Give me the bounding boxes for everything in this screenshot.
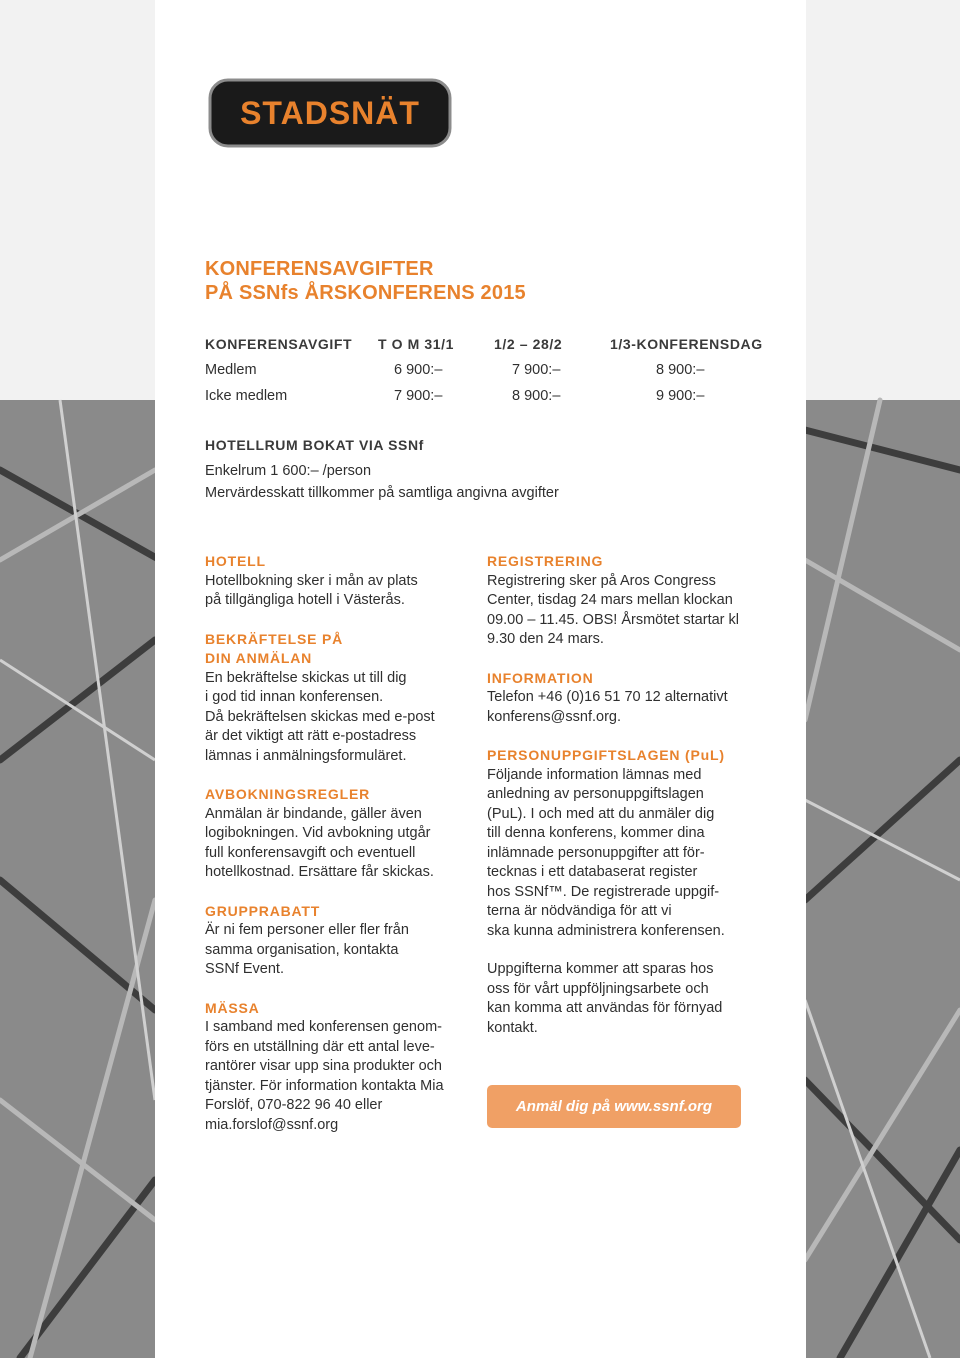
section-heading-grupprabatt: GRUPPRABATT (205, 902, 321, 919)
fees-header-label: KONFERENSAVGIFT (205, 336, 353, 352)
fee-cell: 8 900:– (656, 362, 705, 378)
fee-cell: 6 900:– (394, 362, 443, 378)
fee-row-label: Medlem (205, 362, 257, 378)
section-body-information: Telefon +46 (0)16 51 70 12 alternativt konferens@ssnf.org. (487, 689, 728, 725)
section-heading-bekraftelse: BEKRÄFTELSE PÅ DIN ANMÄLAN (205, 630, 343, 666)
section-body-bekraftelse: En bekräftelse skickas ut till dig i god tid innan konferensen. Då bekräftelsen skickas med e-post är det viktigt att rätt e-postadress lämnas i anmälningsformuläret. (205, 669, 435, 764)
hotel-room-heading: HOTELLRUM BOKAT VIA SSNf (205, 437, 424, 453)
section-heading-avbokning: AVBOKNINGSREGLER (205, 786, 370, 802)
left-column (205, 552, 470, 1135)
logo-text: STADSNÄT (240, 95, 420, 131)
fees-header-period-2: 1/2 – 28/2 (494, 336, 563, 352)
page-title (205, 257, 526, 305)
section-heading-massa: MÄSSA (205, 999, 260, 1016)
fee-cell: 7 900:– (394, 388, 443, 404)
section-heading-pul: PERSONUPPGIFTSLAGEN (PuL) (487, 747, 725, 763)
hotel-room-price: Enkelrum 1 600:– /person (205, 463, 372, 479)
fees-header-period-1: T O M 31/1 (378, 336, 455, 352)
title-line-2: PÅ SSNfs ÅRSKONFERENS 2015 (205, 282, 526, 304)
section-body-pul: Följande information lämnas med anledning av personuppgiftslagen (PuL). I och med att du anmäler dig till denna konferens, kommer dina inlämnade personuppgifter att för- tecknas i ett databaserat register hos SSNf™. De registrerade uppgif- terna är nödvändiga för att vi ska kunna administrera konferensen. (487, 766, 725, 939)
fee-cell: 7 900:– (512, 362, 561, 378)
section-body-grupprabatt: Är ni fem personer eller fler från samma organisation, kontakta SSNf Event. (205, 922, 409, 977)
section-body-storage: Uppgifterna kommer att sparas hos oss för vårt uppföljningsarbete och kan komma att användas för förnyad kontakt. (487, 961, 723, 1036)
register-button[interactable]: Anmäl dig på www.ssnf.org (487, 1085, 741, 1128)
stadsnat-logo (208, 78, 452, 150)
section-body-avbokning: Anmälan är bindande, gäller även logibokningen. Vid avbokning utgår full konferensavgift och eventuell hotellkostnad. Ersättare får skickas. (205, 805, 434, 880)
fee-cell: 9 900:– (656, 388, 705, 404)
vat-note: Mervärdesskatt tillkommer på samtliga angivna avgifter (205, 485, 559, 501)
fee-row-label: Icke medlem (205, 388, 288, 404)
fees-header-period-3: 1/3-KONFERENSDAG (610, 336, 763, 352)
section-heading-registrering: REGISTRERING (487, 553, 604, 569)
section-body-registrering: Registrering sker på Aros Congress Center, tisdag 24 mars mellan klockan 09.00 – 11.45. OBS! Årsmötet startar kl 9.30 den 24 mars. (487, 572, 739, 647)
section-heading-information: INFORMATION (487, 669, 594, 686)
fee-cell: 8 900:– (512, 388, 561, 404)
right-column (487, 552, 767, 1038)
section-body-massa: I samband med konferensen genom- förs en utställning där ett antal leve- rantörer visar upp sina produkter och tjänster. För information kontakta Mia Forslöf, 070-822 96 40 eller mia.forslof@ssnf.org (205, 1019, 444, 1133)
section-heading-hotell: HOTELL (205, 553, 266, 569)
section-body-hotell: Hotellbokning sker i mån av plats på tillgängliga hotell i Västerås. (205, 572, 418, 608)
title-line-1: KONFERENSAVGIFTER (205, 258, 434, 280)
